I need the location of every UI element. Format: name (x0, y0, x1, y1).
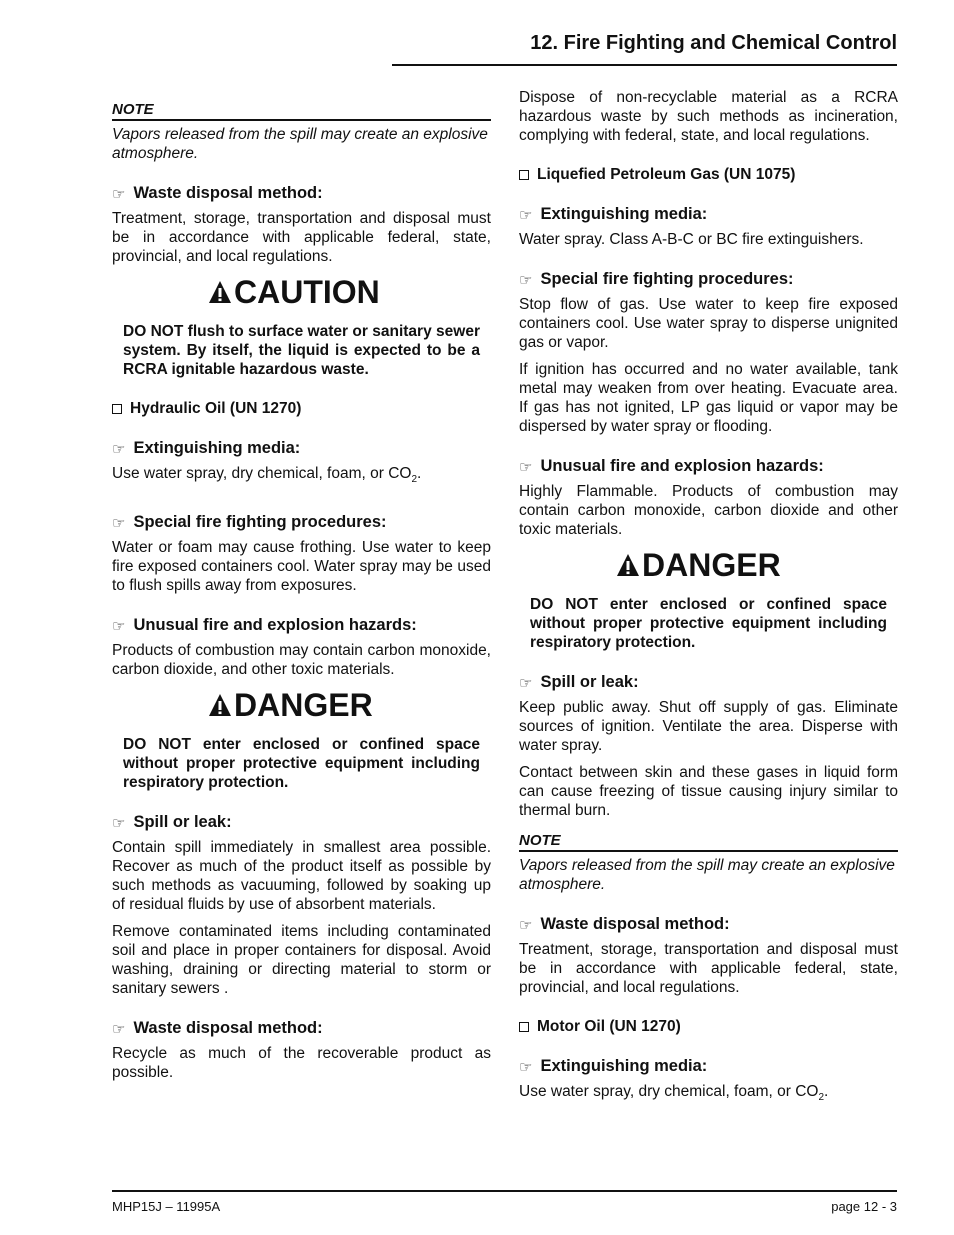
danger-label: DANGER (234, 687, 373, 724)
heading-label: Spill or leak: (133, 813, 232, 832)
danger-label: DANGER (642, 547, 781, 583)
warning-triangle-icon (208, 693, 232, 717)
special-procedures-heading (519, 270, 898, 289)
ext-end: . (417, 465, 422, 482)
special-procedures-text-2: If ignition has occurred and no water available, tank metal may weaken from over heating. Evacuate area. If gas has not ignited, LP gas liquid or vapor may be dispersed by water spray or flooding. (519, 361, 898, 435)
heading-label: Special fire fighting procedures: (133, 513, 387, 532)
left-column (112, 88, 491, 1082)
footer-document-id: MHP15J – 11995A (112, 1199, 221, 1214)
warning-triangle-icon (208, 280, 232, 304)
pointing-hand-icon: ☞ (519, 674, 533, 692)
note-label: NOTE (519, 832, 898, 852)
extinguishing-media-text: Water spray. Class A-B-C or BC fire extinguishers. (519, 231, 864, 248)
ext-text: Use water spray, dry chemical, foam, or CO (112, 465, 412, 482)
pointing-hand-icon: ☞ (519, 916, 533, 934)
special-procedures-text: Water or foam may cause frothing. Use water to keep fire exposed containers cool. Water spray may be used to flush spills away from exposures. (112, 539, 491, 595)
spill-leak-text-1: Keep public away. Shut off supply of gas. Eliminate sources of ignition. Ventilate the area. Disperse with water spray. (519, 699, 898, 754)
waste-disposal-text-2: Recycle as much of the recoverable product as possible. (112, 1045, 491, 1082)
footer-page-number: page 12 - 3 (831, 1199, 897, 1214)
waste-disposal-heading (112, 184, 491, 203)
heading-label: Unusual fire and explosion hazards: (133, 616, 417, 635)
extinguishing-media-text-2 (519, 1082, 898, 1107)
dispose-text: Dispose of non-recyclable material as a RCRA hazardous waste by such methods as incineration, complying with federal, state, and local regulations. (519, 89, 898, 144)
warning-triangle-icon (616, 553, 640, 577)
heading-label: Hydraulic Oil (UN 1270) (130, 400, 302, 417)
heading-label: Waste disposal method: (133, 184, 323, 202)
waste-disposal-text: Treatment, storage, transportation and disposal must be in accordance with applicable federal, state, provincial, and local regulations. (519, 941, 898, 996)
caution-label: CAUTION (234, 274, 380, 310)
pointing-hand-icon: ☞ (519, 458, 533, 476)
page-title: 12. Fire Fighting and Chemical Control (530, 32, 897, 54)
danger-text: DO NOT enter enclosed or confined space without proper protective equipment including respiratory protection. (123, 736, 480, 792)
spill-leak-text-1: Contain spill immediately in smallest area possible. Recover as much of the product itself as possible by such methods as vacuuming, followed by soaking up of residual fluids by use of absorbent materials. (112, 839, 491, 914)
note-label: NOTE (112, 101, 491, 121)
note-text: Vapors released from the spill may create an explosive atmosphere. (112, 126, 488, 162)
special-procedures-text-1: Stop flow of gas. Use water to keep fire exposed containers cool. Use water spray to disperse unignited gas or vapor. (519, 296, 898, 351)
pointing-hand-icon: ☞ (519, 271, 533, 289)
heading-label: Spill or leak: (540, 673, 639, 691)
heading-label: Unusual fire and explosion hazards: (540, 457, 824, 475)
pointing-hand-icon: ☞ (112, 514, 126, 532)
right-column (519, 88, 898, 1107)
motor-oil-heading (519, 1018, 898, 1036)
waste-disposal-heading (519, 915, 898, 934)
extinguishing-media-heading (112, 439, 491, 458)
spill-leak-heading (112, 813, 491, 832)
heading-label: Extinguishing media: (540, 1057, 708, 1075)
waste-disposal-text: Treatment, storage, transportation and disposal must be in accordance with applicable federal, state, provincial, and local regulations. (112, 210, 491, 265)
ext-sub: 2 (818, 1092, 825, 1104)
heading-label: Waste disposal method: (540, 915, 730, 933)
pointing-hand-icon: ☞ (112, 440, 126, 458)
lpg-heading (519, 166, 898, 184)
heading-label: Liquefied Petroleum Gas (UN 1075) (537, 166, 796, 183)
header-rule (392, 64, 897, 66)
pointing-hand-icon: ☞ (519, 1058, 533, 1076)
danger-text: DO NOT enter enclosed or confined space without proper protective equipment including respiratory protection. (530, 596, 887, 651)
heading-label: Extinguishing media: (540, 205, 708, 223)
heading-label: Motor Oil (UN 1270) (537, 1018, 681, 1035)
checkbox-icon (519, 1022, 529, 1032)
ext-end: . (824, 1083, 829, 1100)
heading-label: Waste disposal method: (133, 1019, 323, 1038)
heading-label: Extinguishing media: (133, 439, 301, 457)
extinguishing-media-text (112, 464, 491, 489)
ext-text: Use water spray, dry chemical, foam, or CO (519, 1083, 819, 1100)
unusual-hazards-heading (519, 457, 898, 476)
checkbox-icon (519, 170, 529, 180)
danger-title (519, 547, 898, 583)
extinguishing-media-heading (519, 205, 898, 224)
pointing-hand-icon: ☞ (112, 617, 126, 635)
unusual-hazards-text: Highly Flammable. Products of combustion may contain carbon monoxide, carbon dioxide and other toxic materials. (519, 483, 898, 538)
extinguishing-media-heading-2 (519, 1057, 898, 1076)
spill-leak-text-2: Remove contaminated items including contaminated soil and place in proper containers for disposal. Avoid washing, draining or directing material to storm or sanitary sewers . (112, 923, 491, 998)
checkbox-icon (112, 404, 122, 414)
unusual-hazards-text: Products of combustion may contain carbon monoxide, carbon dioxide, and other toxic materials. (112, 642, 491, 679)
special-procedures-heading (112, 513, 491, 532)
hydraulic-oil-heading (112, 400, 491, 418)
pointing-hand-icon: ☞ (112, 185, 126, 203)
caution-text: DO NOT flush to surface water or sanitary sewer system. By itself, the liquid is expected to be a RCRA ignitable hazardous waste. (123, 323, 480, 378)
heading-label: Special fire fighting procedures: (540, 270, 794, 288)
note-text: Vapors released from the spill may create an explosive atmosphere. (519, 857, 895, 893)
waste-disposal-heading-2 (112, 1019, 491, 1038)
caution-title (112, 274, 491, 310)
footer-rule (112, 1190, 897, 1192)
unusual-hazards-heading (112, 616, 491, 635)
pointing-hand-icon: ☞ (519, 206, 533, 224)
spill-leak-text-2: Contact between skin and these gases in liquid form can cause freezing of tissue causing injury similar to thermal burn. (519, 764, 898, 819)
danger-title (112, 687, 491, 723)
spill-leak-heading (519, 673, 898, 692)
pointing-hand-icon: ☞ (112, 814, 126, 832)
pointing-hand-icon: ☞ (112, 1020, 126, 1038)
ext-sub: 2 (411, 474, 418, 486)
